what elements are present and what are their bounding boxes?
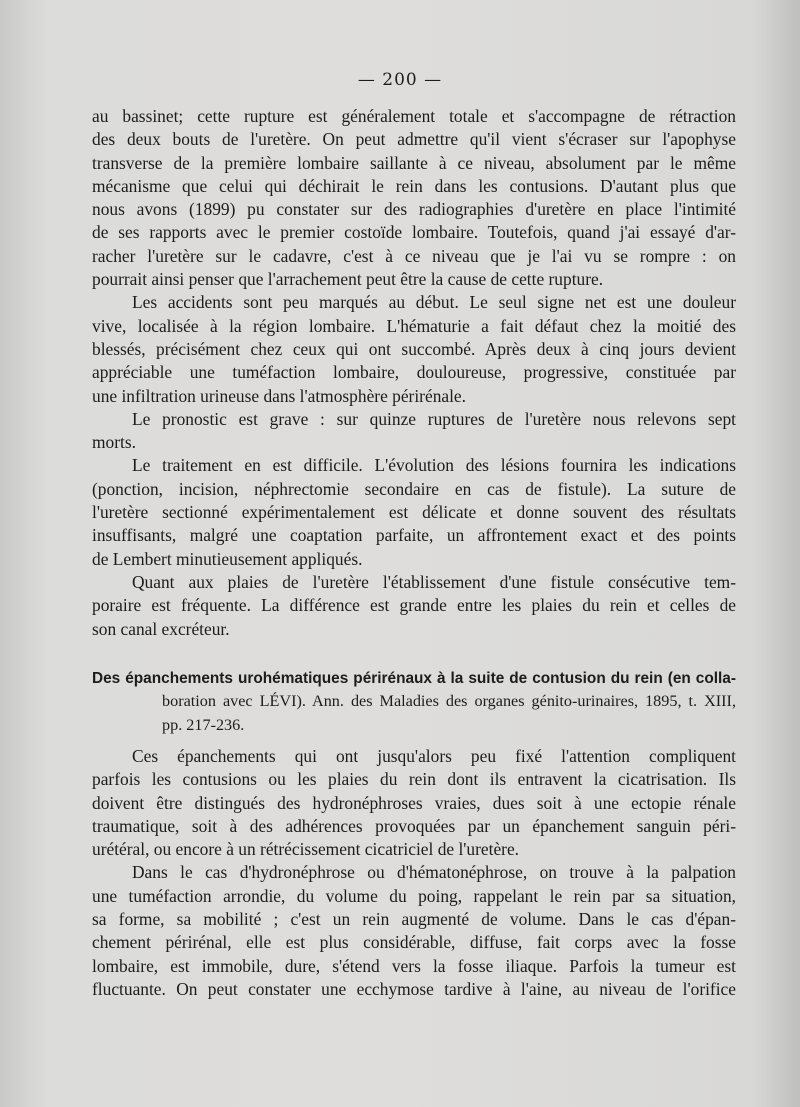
text-line: des deux bouts de l'uretère. On peut admettre qu'il vient s'écraser sur l'apophyse: [92, 129, 736, 150]
text-line: une tuméfaction arrondie, du volume du poing, rappelant le rein par sa situation,: [92, 885, 736, 906]
text-line: sa forme, sa mobilité ; c'est un rein augmenté de volume. Dans le cas d'épan-: [92, 909, 736, 930]
text-line: Dans le cas d'hydronéphrose ou d'hématonéphrose, on trouve à la palpation: [132, 862, 736, 883]
body-text-section: [92, 745, 736, 1001]
text-line: morts.: [92, 432, 136, 453]
text-line: appréciable une tuméfaction lombaire, douloureuse, progressive, constituée par: [92, 362, 736, 383]
text-line: son canal excréteur.: [92, 618, 230, 639]
text-line: pourrait ainsi penser que l'arrachement peut être la cause de cette rupture.: [92, 269, 604, 290]
text-line: urétéral, ou encore à un rétrécissement cicatriciel de l'uretère.: [92, 839, 520, 860]
reference-line: boration avec LÉVI). Ann. des Maladies des organes génito-urinaires, 1895, t. XIII,: [162, 692, 736, 711]
text-line: de Lembert minutieusement appliqués.: [92, 548, 363, 569]
text-line: blessés, précisément chez ceux qui ont succombé. Après deux à cinq jours devient: [92, 338, 736, 359]
text-line: Quant aux plaies de l'uretère l'établissement d'une fistule consécutive tem-: [132, 571, 736, 592]
text-line: traumatique, soit à des adhérences provoquées par un épanchement sanguin péri-: [92, 815, 736, 836]
text-line: poraire est fréquente. La différence est grande entre les plaies du rein et celles de: [92, 595, 736, 616]
page-number: — 200 —: [357, 70, 443, 90]
text-line: au bassinet; cette rupture est généralement totale et s'accompagne de rétraction: [92, 106, 736, 126]
text-line: parfois les contusions ou les plaies du rein dont ils entravent la cicatrisation. Ils: [92, 769, 736, 790]
reference-line: pp. 217-236.: [162, 715, 245, 734]
text-line: l'uretère sectionné expérimentalement est délicate et donne souvent des résultats: [92, 502, 736, 523]
text-line: Ces épanchements qui ont jusqu'alors peu fixé l'attention compliquent: [132, 746, 736, 766]
text-line: Les accidents sont peu marqués au début. Le seul signe net est une douleur: [132, 292, 736, 313]
text-line: doivent être distingués des hydronéphroses vraies, dues soit à une ectopie rénale: [92, 792, 736, 813]
bibliography-entry: [92, 667, 736, 737]
reference-title-line: Des épanchements urohématiques périrénaux à la suite de contusion du rein (en colla-: [92, 670, 736, 687]
text-line: lombaire, est immobile, dure, s'étend vers la fosse iliaque. Parfois la tumeur est: [92, 955, 736, 976]
text-line: mécanisme que celui qui déchirait le rein dans les contusions. D'autant plus que: [92, 175, 736, 196]
body-text-section: [92, 105, 736, 641]
text-line: Le pronostic est grave : sur quinze ruptures de l'uretère nous relevons sept: [132, 408, 736, 429]
text-line: fluctuante. On peut constater une ecchymose tardive à l'aine, au niveau de l'orifice: [92, 978, 736, 999]
text-line: racher l'uretère sur le cadavre, c'est à ce niveau que je l'ai vu se rompre : on: [92, 245, 736, 266]
text-line: vive, localisée à la région lombaire. L'hématurie a fait défaut chez la moitié des: [92, 315, 736, 336]
text-line: une infiltration urineuse dans l'atmosphère périrénale.: [92, 385, 467, 406]
text-line: transverse de la première lombaire saillante à ce niveau, absolument par le même: [92, 152, 736, 173]
text-line: chement périrénal, elle est plus considérable, diffuse, fait corps avec la fosse: [92, 932, 736, 953]
text-line: de ses rapports avec le premier costoïde lombaire. Toutefois, quand j'ai essayé d'ar-: [92, 222, 736, 243]
text-line: insuffisants, malgré une coaptation parfaite, un affrontement exact et des points: [92, 525, 736, 546]
text-line: nous avons (1899) pu constater sur des radiographies d'uretère en place l'intimité: [92, 199, 736, 220]
text-line: Le traitement en est difficile. L'évolution des lésions fournira les indications: [132, 455, 736, 476]
text-line: (ponction, incision, néphrectomie secondaire en cas de fistule). La suture de: [92, 478, 736, 499]
